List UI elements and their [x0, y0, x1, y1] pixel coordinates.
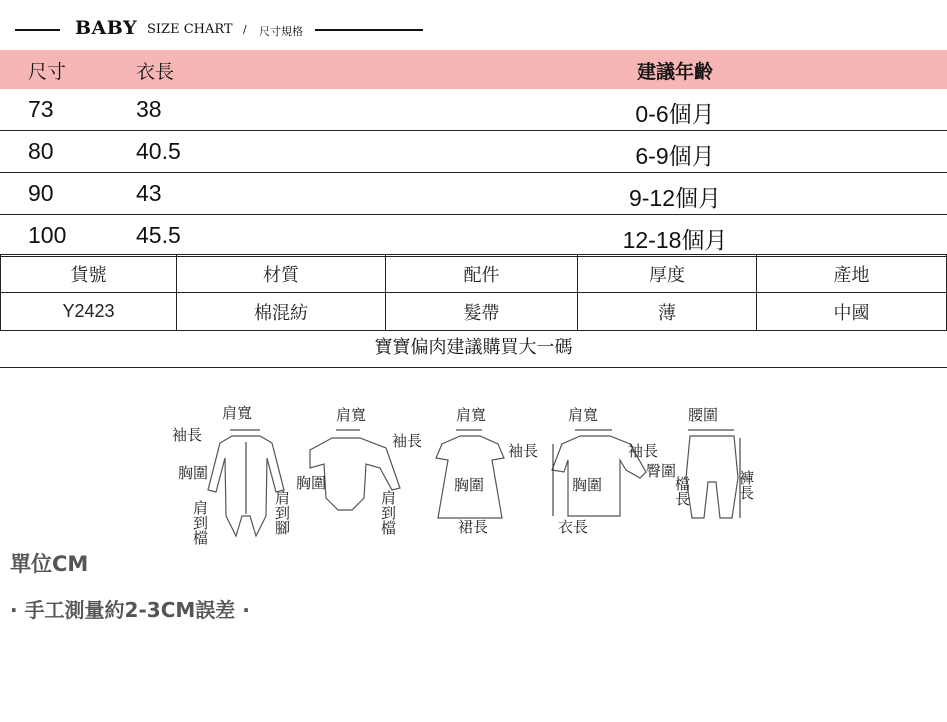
- info-header-material: 材質: [177, 255, 386, 293]
- label-skirt-length: 裙長: [458, 518, 489, 536]
- cell-age: 0-6個月: [635, 101, 715, 127]
- table-row: [0, 173, 947, 215]
- cell-age: 12-18個月: [622, 227, 728, 253]
- info-header-thickness: 厚度: [578, 255, 757, 293]
- info-origin: 中國: [757, 293, 947, 331]
- cell-length: 43: [136, 180, 162, 206]
- label-shoulder-width-2: 肩寬: [336, 406, 367, 424]
- size-chart-header: [15, 14, 435, 44]
- table-row: [0, 131, 947, 173]
- cell-size: 80: [28, 138, 54, 164]
- header-rule-right: [315, 29, 423, 31]
- label-chest-4: 胸圍: [572, 476, 603, 494]
- info-item-no: Y2423: [1, 293, 177, 331]
- header-size: 尺寸: [28, 61, 67, 83]
- label-shoulder-width: 肩寬: [222, 404, 253, 422]
- info-material: 棉混紡: [177, 293, 386, 331]
- table-row: [0, 89, 947, 131]
- label-shoulder-to-crotch-2: 肩到檔: [379, 490, 397, 535]
- header-length: 衣長: [136, 61, 175, 83]
- measurement-diagram: [160, 398, 770, 548]
- label-shoulder-width-3: 肩寬: [456, 406, 487, 424]
- label-waist: 腰圍: [688, 406, 719, 424]
- label-cloth-length: 衣長: [558, 518, 589, 536]
- label-sleeve-length-2: 袖長: [392, 432, 423, 450]
- table-row: [0, 215, 947, 257]
- info-value-row: [1, 293, 947, 331]
- label-shoulder-width-4: 肩寬: [568, 406, 599, 424]
- label-shoulder-to-foot: 肩到腳: [273, 490, 291, 535]
- pants-outline: [686, 436, 738, 518]
- label-shoulder-to-crotch: 肩到檔: [191, 500, 209, 545]
- info-thickness: 薄: [578, 293, 757, 331]
- cell-age: 6-9個月: [635, 143, 715, 169]
- size-table-header: [0, 50, 947, 89]
- label-chest-3: 胸圍: [454, 476, 485, 494]
- label-chest: 胸圍: [178, 464, 209, 482]
- cell-size: 90: [28, 180, 54, 206]
- info-header-origin: 產地: [757, 255, 947, 293]
- label-chest-2: 胸圍: [296, 474, 327, 492]
- measurement-error-note: · 手工測量約2-3CM誤差 ·: [10, 598, 250, 622]
- info-accessory: 髮帶: [386, 293, 578, 331]
- label-hip: 臀圍: [646, 462, 677, 480]
- label-sleeve-length: 袖長: [172, 426, 203, 444]
- header-subtitle-cn: 尺寸規格: [259, 25, 303, 38]
- cell-age: 9-12個月: [628, 185, 722, 211]
- label-sleeve-length-3: 袖長: [508, 442, 539, 460]
- header-slash: /: [243, 23, 247, 36]
- unit-label: 單位CM: [10, 552, 89, 576]
- product-info-table: [0, 254, 947, 331]
- cell-length: 40.5: [136, 138, 181, 164]
- label-crotch-length: 檔長: [673, 476, 691, 506]
- header-age: 建議年齡: [636, 61, 714, 83]
- info-header-row: [1, 255, 947, 293]
- info-header-accessory: 配件: [386, 255, 578, 293]
- cell-size: 73: [28, 96, 54, 122]
- brand-title: BABY: [75, 17, 138, 39]
- cell-size: 100: [28, 222, 67, 248]
- size-advice-note: 寶寶偏肉建議購買大一碼: [0, 330, 947, 368]
- cell-length: 38: [136, 96, 162, 122]
- cell-length: 45.5: [136, 222, 181, 248]
- size-table: [0, 50, 947, 257]
- header-subtitle: SIZE CHART: [147, 22, 233, 37]
- header-rule-left: [15, 29, 60, 31]
- label-sleeve-length-4: 袖長: [628, 442, 659, 460]
- info-header-item-no: 貨號: [1, 255, 177, 293]
- label-pants-length: 褲長: [737, 470, 755, 500]
